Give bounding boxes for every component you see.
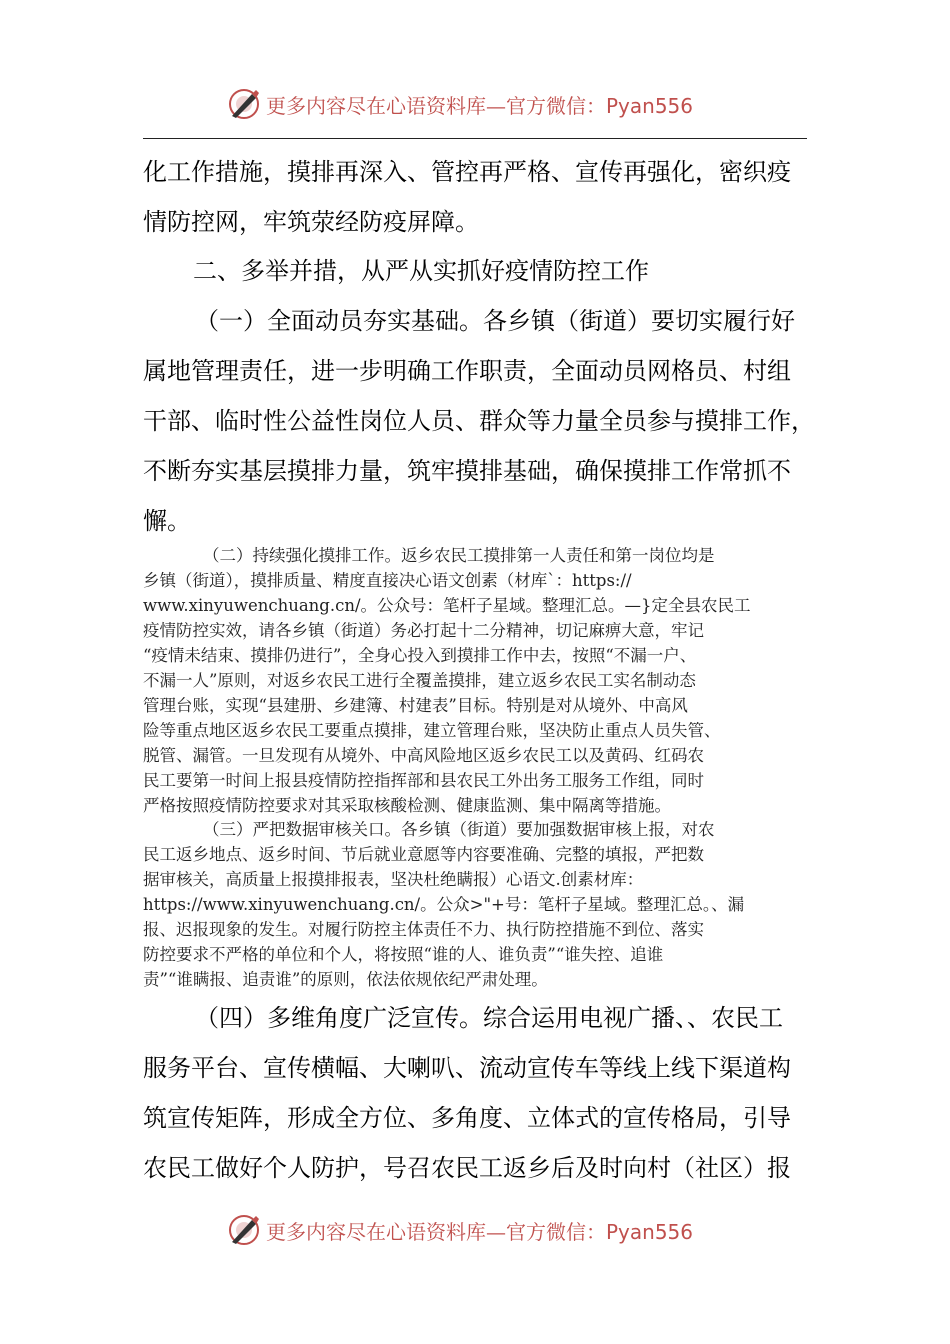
header-rule xyxy=(143,138,807,139)
small-line: 责”“谁瞒报、追责谁”的原则，依法依规依纪严肃处理。 xyxy=(143,970,548,989)
small-line: https://www.xinyuwenchuang.cn/。公众>"+号：笔杆子星域。整理汇总。、漏 xyxy=(143,895,745,914)
small-line: 疫情防控实效，请各乡镇（街道）务必打起十二分精神，切记麻痹大意，牢记 xyxy=(143,621,704,640)
body-line: 服务平台、宣传横幅、大喇叭、流动宣传车等线上线下渠道构 xyxy=(143,1054,791,1082)
banner-label: 更多内容尽在心语资料库—官方微信： xyxy=(266,1220,606,1244)
banner-label: 更多内容尽在心语资料库—官方微信： xyxy=(266,94,606,118)
small-line: 管理台账，实现“县建册、乡建簿、村建表”目标。特别是对从境外、中高风 xyxy=(143,696,688,715)
small-line: （三）严把数据审核关口。各乡镇（街道）要加强数据审核上报，对农 xyxy=(203,820,715,839)
wechat-handle: Pyan556 xyxy=(606,1220,694,1244)
wechat-handle: Pyan556 xyxy=(606,94,694,118)
body-line: 农民工做好个人防护，号召农民工返乡后及时向村（社区）报 xyxy=(143,1154,791,1182)
pen-logo-icon xyxy=(226,86,262,122)
header-banner xyxy=(0,84,950,124)
small-line: 乡镇（街道），摸排质量、精度直接决心语文创素（材库`：https:// xyxy=(143,571,632,590)
body-line: 筑宣传矩阵，形成全方位、多角度、立体式的宣传格局，引导 xyxy=(143,1104,791,1132)
banner-text xyxy=(266,1216,693,1245)
small-line: “疫情未结束、摸排仍进行”，全身心投入到摸排工作中去，按照“不漏一户、 xyxy=(143,646,697,665)
small-line: 不漏一人”原则，对返乡农民工进行全覆盖摸排，建立返乡农民工实名制动态 xyxy=(143,671,696,690)
body-line: 懈。 xyxy=(143,507,191,535)
small-line: 据审核关，高质量上报摸排报表，坚决杜绝瞒报）心语文.创素材库： xyxy=(143,870,644,889)
small-line: 民工要第一时间上报县疫情防控指挥部和县农民工外出务工服务工作组，同时 xyxy=(143,771,704,790)
body-line: （四）多维角度广泛宣传。综合运用电视广播、、农民工 xyxy=(195,1004,783,1032)
small-line: 报、迟报现象的发生。对履行防控主体责任不力、执行防控措施不到位、落实 xyxy=(143,920,704,939)
small-line: 脱管、漏管。一旦发现有从境外、中高风险地区返乡农民工以及黄码、红码农 xyxy=(143,746,704,765)
body-line: 不断夯实基层摸排力量，筑牢摸排基础，确保摸排工作常抓不 xyxy=(143,457,791,485)
small-line: www.xinyuwenchuang.cn/。公众号：笔杆子星域。整理汇总。—}定全县农民工 xyxy=(143,596,751,615)
body-line: 化工作措施，摸排再深入、管控再严格、宣传再强化，密织疫 xyxy=(143,158,791,186)
small-line: 险等重点地区返乡农民工要重点摸排，建立管理台账，坚决防止重点人员失管、 xyxy=(143,721,721,740)
body-line: 属地管理责任，进一步明确工作职责，全面动员网格员、村组 xyxy=(143,357,791,385)
small-line: （二）持续强化摸排工作。返乡农民工摸排第一人责任和第一岗位均是 xyxy=(203,546,715,565)
banner-text xyxy=(266,90,693,119)
body-line: （一）全面动员夯实基础。各乡镇（街道）要切实履行好 xyxy=(195,307,795,335)
section-heading: 二、多举并措，从严从实抓好疫情防控工作 xyxy=(193,257,649,285)
small-line: 民工返乡地点、返乡时间、节后就业意愿等内容要准确、完整的填报，严把数 xyxy=(143,845,704,864)
small-line: 严格按照疫情防控要求对其采取核酸检测、健康监测、集中隔离等措施。 xyxy=(143,796,671,815)
footer-banner xyxy=(0,1210,950,1250)
pen-logo-icon xyxy=(226,1212,262,1248)
body-line: 干部、临时性公益性岗位人员、群众等力量全员参与摸排工作， xyxy=(143,407,815,435)
small-line: 防控要求不严格的单位和个人，将按照“谁的人、谁负责”“谁失控、追谁 xyxy=(143,945,664,964)
body-line: 情防控网，牢筑荥经防疫屏障。 xyxy=(143,208,479,236)
